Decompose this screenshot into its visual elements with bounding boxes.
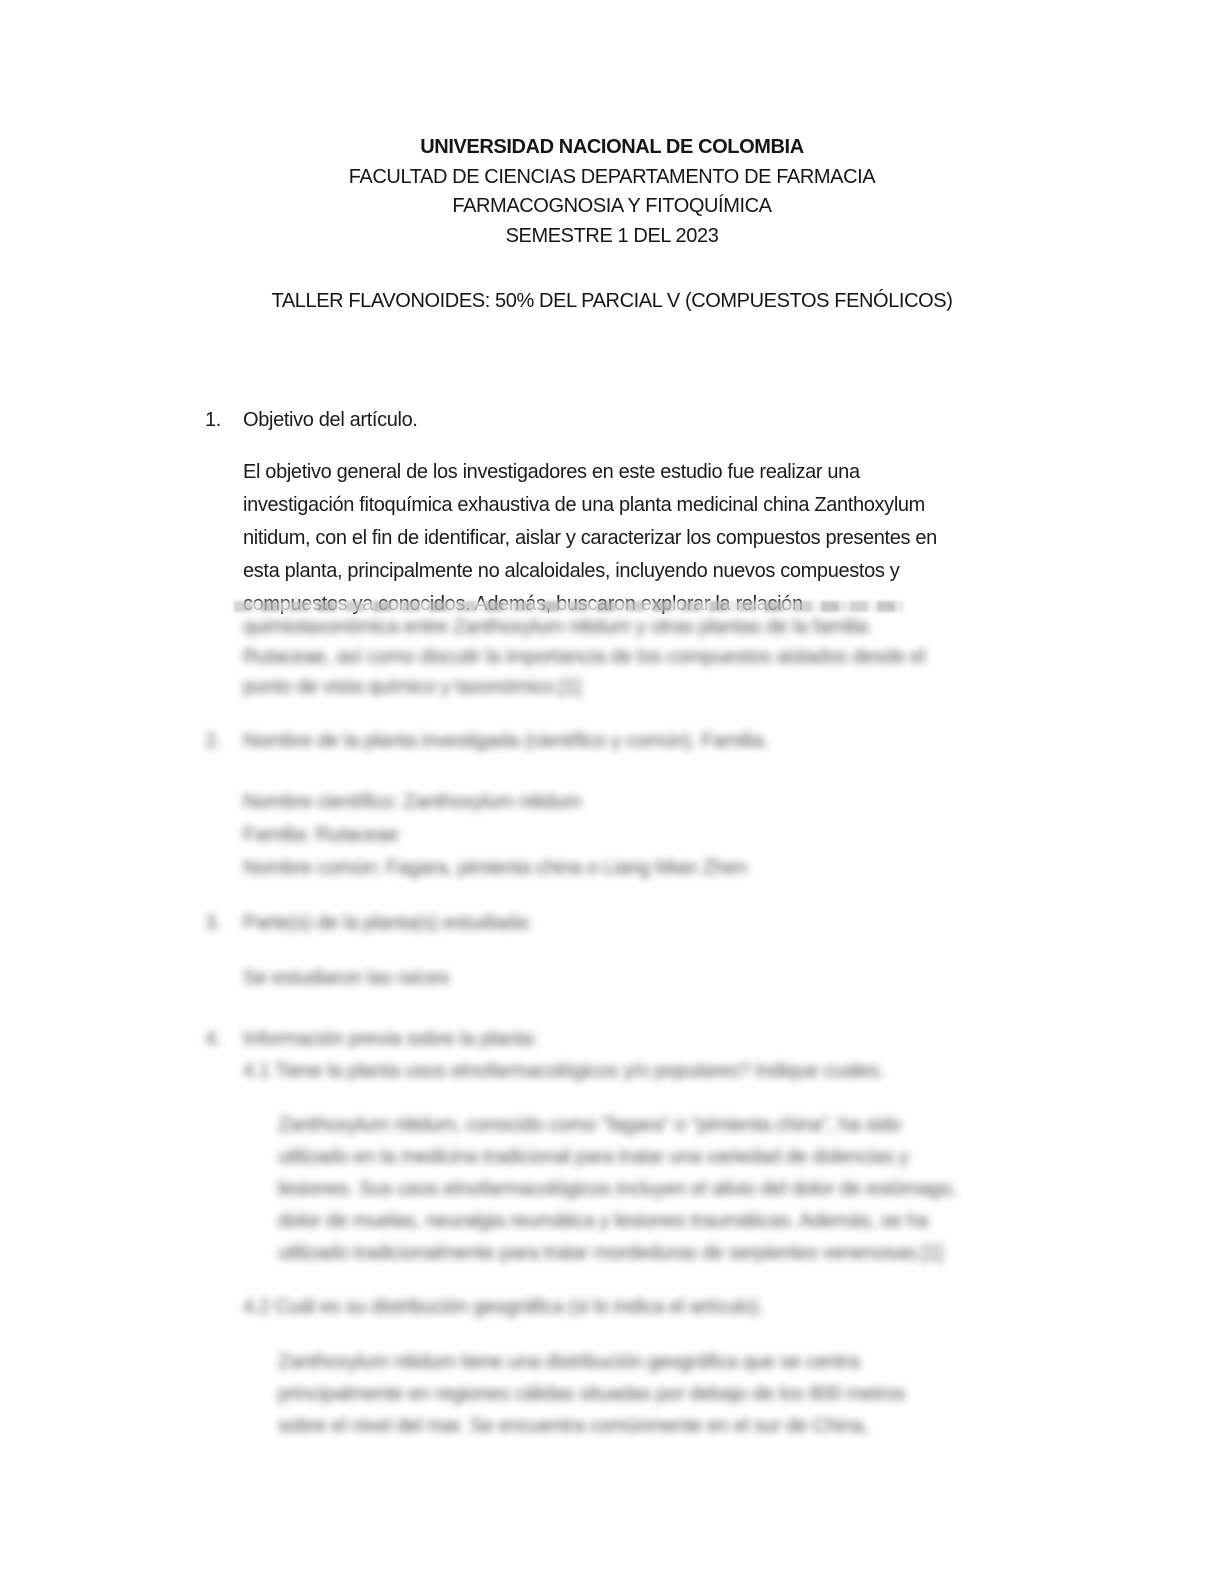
paragraph-line: lesiones. Sus usos etnofarmacológicos incluyen el alivio del dolor de estómago,	[278, 1178, 957, 1200]
paragraph-line: esta planta, principalmente no alcaloidales, incluyendo nuevos compuestos y	[243, 560, 900, 582]
paragraph-line: punto de vista químico y taxonómico.[1]	[243, 676, 581, 698]
doc-header-faculty: FACULTAD DE CIENCIAS DEPARTAMENTO DE FARMACIA	[348, 166, 876, 188]
item1-paragraph-blurred	[243, 612, 925, 702]
item4-question-41: 4.1 Tiene la planta usos etnofarmacológicos y/o populares? Indique cuales.	[243, 1060, 885, 1082]
list-number-1: 1.	[205, 409, 221, 431]
doc-title: TALLER FLAVONOIDES: 50% DEL PARCIAL V (COMPUESTOS FENÓLICOS)	[271, 290, 953, 312]
paragraph-line: utilizado tradicionalmente para tratar mordeduras de serpientes venenosas.[1]	[278, 1242, 943, 1264]
item4-question-42: 4.2 Cuál es su distribución geográfica (si lo indica el artículo).	[243, 1296, 764, 1318]
item1-heading: Objetivo del artículo.	[243, 409, 418, 431]
doc-header-course: FARMACOGNOSIA Y FITOQUÍMICA	[452, 195, 772, 217]
paragraph-line: investigación fitoquímica exhaustiva de una planta medicinal china Zanthoxylum	[243, 494, 925, 516]
paragraph-line: utilizado en la medicina tradicional para tratar una variedad de dolencias y	[278, 1146, 909, 1168]
paragraph-line: Familia: Rutaceae	[243, 824, 399, 846]
paragraph-line: dolor de muelas, neuralgia reumática y lesiones traumáticas. Además, se ha	[278, 1210, 929, 1232]
blur-cutoff-band	[234, 601, 904, 612]
item3-answer: Se estudiaron las raíces	[243, 967, 450, 989]
paragraph-line: sobre el nivel del mar. Se encuentra comúnmente en el sur de China,	[278, 1415, 869, 1437]
paragraph-line: nitidum, con el fin de identificar, aislar y caracterizar los compuestos presentes en	[243, 527, 937, 549]
paragraph-line: principalmente en regiones cálidas situadas por debajo de los 800 metros	[278, 1383, 906, 1405]
list-number-4: 4.	[205, 1028, 221, 1050]
paragraph-line: El objetivo general de los investigadores en este estudio fue realizar una	[243, 461, 860, 483]
item4-answer-41	[278, 1109, 956, 1269]
paragraph-line: Nombre científico: Zanthoxylum nitidum	[243, 791, 581, 813]
paragraph-line: Nombre común: Fagara, pimienta china o Liang Mian Zhen	[243, 857, 747, 879]
paragraph-line: Rutaceae, así como discutir la importancia de los compuestos aislados desde el	[243, 646, 925, 668]
list-number-2: 2.	[205, 730, 221, 752]
item2-answer	[243, 786, 747, 885]
item1-paragraph	[243, 456, 937, 621]
item4-answer-42	[278, 1346, 905, 1442]
doc-header-university: UNIVERSIDAD NACIONAL DE COLOMBIA	[420, 136, 804, 158]
list-number-3: 3.	[205, 912, 221, 934]
paragraph-line: quimiotaxonómica entre Zanthoxylum nitidum y otras plantas de la familia	[243, 616, 869, 638]
paragraph-line: Zanthoxylum nitidum, conocido como "fagara" o "pimienta china", ha sido	[278, 1114, 901, 1136]
item4-heading: Información previa sobre la planta:	[243, 1028, 538, 1050]
item2-heading: Nombre de la planta investigada (científico y común). Familia.	[243, 730, 769, 752]
doc-header-semester: SEMESTRE 1 DEL 2023	[505, 225, 719, 247]
paragraph-line: Zanthoxylum nitidum tiene una distribución geográfica que se centra	[278, 1351, 860, 1373]
item3-heading: Parte(s) de la planta(s) estudiada:	[243, 912, 533, 934]
